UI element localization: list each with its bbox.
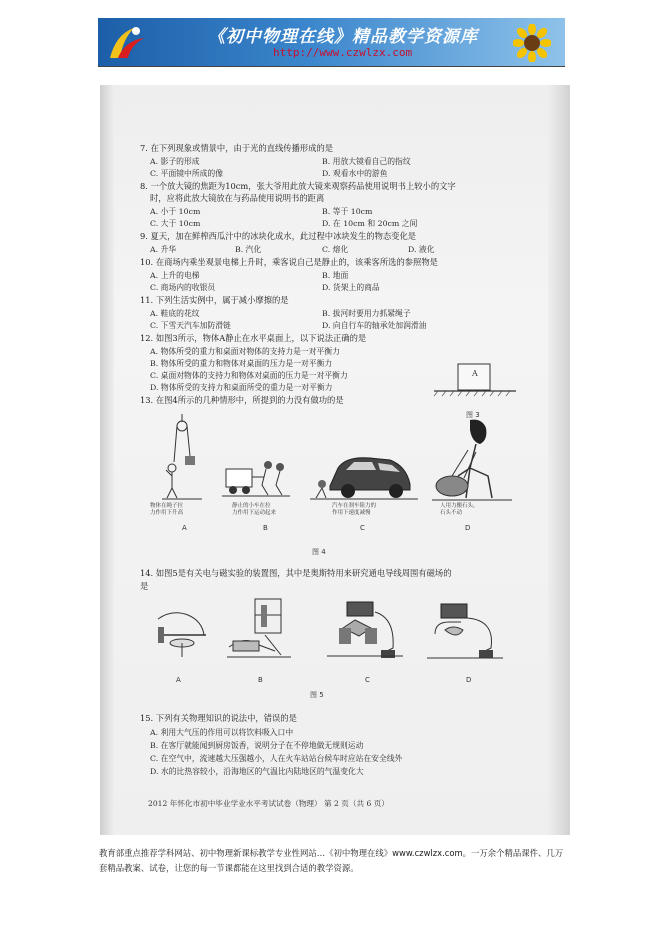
figure-5c-letter: C <box>365 676 370 684</box>
question-11-stem: 11. 下列生活实例中，属于减小摩擦的是 <box>140 295 289 305</box>
question-12-stem: 12. 如图3所示，物体A静止在水平桌面上，以下说法正确的是 <box>140 333 367 343</box>
site-promo-note: 教育部重点推荐学科网站、初中物理新课标教学专业性网站…《初中物理在线》www.czwlzx.com。一万余个精品课件、几万套精品教案、试卷，让您的每一节课都能在这里找到合适的教学资源。 <box>99 848 564 873</box>
q12-option-d: D. 物体所受的支持力和桌面所受的重力是一对平衡力 <box>150 383 333 392</box>
q7-option-d: D. 观看水中的游鱼 <box>322 169 388 178</box>
q12-option-a: A. 物体所受的重力和桌面对物体的支持力是一对平衡力 <box>150 347 340 356</box>
scan-shadow-right <box>548 85 570 835</box>
header-banner <box>98 18 565 66</box>
q7-option-b: B. 用放大镜看自己的指纹 <box>322 157 411 166</box>
figure-4b-note: 静止的小车在拉 力作用下运动起来 <box>232 503 277 516</box>
question-14-stem-line2: 是 <box>140 581 149 591</box>
q8-option-d: D. 在 10cm 和 20cm 之间 <box>322 219 418 228</box>
q7-option-a: A. 影子的形成 <box>150 157 200 166</box>
q15-option-c: C. 在空气中，流速越大压强越小，人在火车站站台候车时应站在安全线外 <box>150 754 403 763</box>
q9-option-d: D. 液化 <box>408 245 435 254</box>
q12-option-b: B. 物体所受的重力和物体对桌面的压力是一对平衡力 <box>150 359 333 368</box>
figure-5c-motor-apparatus <box>325 598 405 668</box>
figure-5a-letter: A <box>176 676 181 684</box>
q8-option-c: C. 大于 10cm <box>150 219 201 228</box>
figure-4d-letter: D <box>465 524 471 532</box>
q15-option-b: B. 在客厅就能闻到厨房饭香，说明分子在不停地做无规则运动 <box>150 741 364 750</box>
question-13-stem: 13. 在图4所示的几种情形中，所提到的力没有做功的是 <box>140 395 344 405</box>
question-14-stem: 14. 如图5是有关电与磁实验的装置图，其中是奥斯特用来研究通电导线周围有磁场的 <box>140 568 452 578</box>
figure-4b-pushing-cart <box>222 455 292 500</box>
figure-5d-generator-apparatus <box>425 600 505 668</box>
q9-option-c: C. 熔化 <box>322 245 349 254</box>
figure-3-block-label: A <box>472 369 478 378</box>
figure-5a-oersted-wire-compass <box>152 605 212 665</box>
figure-5d-letter: D <box>466 676 472 684</box>
q9-option-b: B. 汽化 <box>235 245 262 254</box>
figure-4d-note: 人用力搬石头， 石头不动 <box>440 503 479 516</box>
q15-option-d: D. 水的比热容较小，沿海地区的气温比内陆地区的气温变化大 <box>150 767 364 776</box>
figure-3-block-on-table <box>430 360 520 410</box>
exam-page-footer: 2012 年怀化市初中毕业学业水平考试试卷（物理） 第 2 页（共 6 页） <box>148 799 389 808</box>
q12-option-c: C. 桌面对物体的支持力和物体对桌面的压力是一对平衡力 <box>150 371 348 380</box>
figure-4a-letter: A <box>182 524 187 532</box>
question-15-stem: 15. 下列有关物理知识的说法中，错误的是 <box>140 713 297 723</box>
figure-5b-letter: B <box>258 676 263 684</box>
figure-4b-letter: B <box>263 524 268 532</box>
banner-url[interactable]: http://www.czwlzx.com <box>273 46 413 59</box>
q11-option-b: B. 拔河时要用力抓紧绳子 <box>322 309 411 318</box>
q9-option-a: A. 升华 <box>150 245 177 254</box>
q10-option-a: A. 上升的电梯 <box>150 271 200 280</box>
banner-divider <box>98 66 565 67</box>
q10-option-b: B. 地面 <box>322 271 349 280</box>
q10-option-d: D. 货架上的商品 <box>322 283 380 292</box>
figure-5b-electromagnet-balance <box>225 595 295 670</box>
question-7-stem: 7. 在下列现象或情景中，由于光的直线传播形成的是 <box>140 143 334 153</box>
site-logo-icon <box>104 22 150 62</box>
question-9-stem: 9. 夏天，加在鲜榨西瓜汁中的冰块化成水，此过程中冰块发生的物态变化是 <box>140 231 417 241</box>
sunflower-icon <box>513 24 551 62</box>
q11-option-d: D. 向自行车的轴承处加润滑油 <box>322 321 427 330</box>
banner-title: 《初中物理在线》精品教学资源库 <box>208 27 478 47</box>
figure-4c-braking-car <box>310 446 420 502</box>
q8-option-b: B. 等于 10cm <box>322 207 373 216</box>
scan-shadow-left <box>100 85 114 835</box>
figure-5-caption: 图 5 <box>310 691 324 699</box>
figure-3-caption: 图 3 <box>466 411 480 419</box>
figure-4a-note: 物体在绳子拉 力作用下升高 <box>150 503 184 516</box>
q11-option-c: C. 下雪天汽车加防滑链 <box>150 321 231 330</box>
figure-4-caption: 图 4 <box>312 548 326 556</box>
q7-option-c: C. 平面镜中所成的像 <box>150 169 224 178</box>
question-8-stem-line2: 时，应将此放大镜放在与药品使用说明书的距离 <box>150 193 325 203</box>
q11-option-a: A. 鞋底的花纹 <box>150 309 200 318</box>
q15-option-a: A. 利用大气压的作用可以将饮料吸入口中 <box>150 728 294 737</box>
figure-4c-letter: C <box>360 524 365 532</box>
figure-4a-pulley-lifting <box>160 412 205 502</box>
figure-4d-lifting-stone <box>430 416 515 504</box>
q8-option-a: A. 小于 10cm <box>150 207 201 216</box>
figure-4c-note: 汽车在刹车阻力的 作用下速度减慢 <box>332 503 377 516</box>
question-8-stem: 8. 一个放大镜的焦距为10cm，张大爷用此放大镜来观察药品使用说明书上较小的文字 <box>140 181 456 191</box>
question-10-stem: 10. 在商场内乘坐观景电梯上升时，乘客说自己是静止的，该乘客所选的参照物是 <box>140 257 438 267</box>
q10-option-c: C. 商场内的收银员 <box>150 283 216 292</box>
